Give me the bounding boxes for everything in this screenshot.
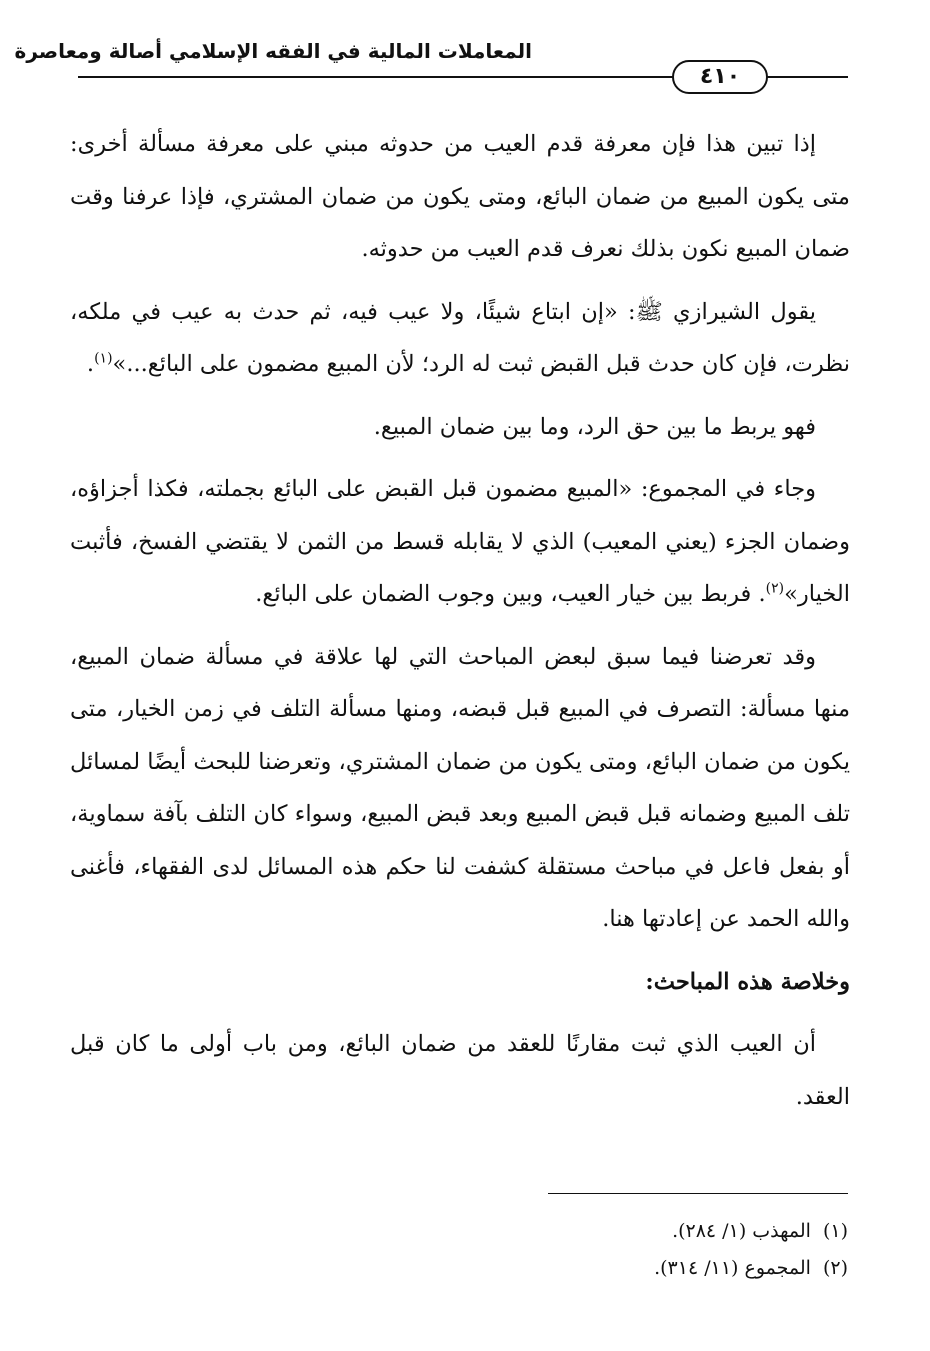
- paragraph-1: إذا تبين هذا فإن معرفة قدم العيب من حدوثه مبني على معرفة مسألة أخرى: متى يكون المبيع من ضمان البائع، ومتى يكون من ضمان المشتري، فإذا عرفنا وقت ضمان المبيع نكون بذلك نعرف قدم العيب من حدوثه.: [70, 131, 850, 262]
- paragraph-6: أن العيب الذي ثبت مقارنًا للعقد من ضمان البائع، ومن باب أولى ما كان قبل العقد.: [70, 1031, 850, 1110]
- paragraph-2-end: .: [86, 351, 95, 377]
- page-number: [672, 60, 768, 94]
- main-text: [70, 118, 850, 1133]
- paragraph-2: [70, 286, 850, 391]
- footnote-2-number: (٢): [822, 1257, 848, 1279]
- footnote-1-number: (١): [822, 1220, 848, 1242]
- footnote-ref-1: (١): [94, 350, 113, 367]
- footnote-2: [348, 1250, 848, 1287]
- paragraph-4-text: وجاء في المجموع: «المبيع مضمون قبل القبض على البائع بجملته، فكذا أجزاؤه، وضمان الجزء (يعني المعيب) الذي لا يقابله قسط من الثمن لا يقتضي الفسخ، فأثبت الخيار»: [70, 476, 850, 607]
- footnote-1-text: المهذب (١/ ٢٨٤).: [672, 1220, 811, 1242]
- paragraph-5: وقد تعرضنا فيما سبق لبعض المباحث التي لها علاقة في مسألة ضمان المبيع، منها مسألة: التصرف في المبيع قبل قبضه، ومنها مسألة التلف في زمن الخيار، متى يكون من ضمان البائع، ومتى يكون من ضمان المشتري، وتعرضنا للبحث أيضًا لمسائل تلف المبيع وضمانه قبل قبض المبيع وبعد قبض المبيع، وسواء كان التلف بآفة سماوية، أو بفعل فاعل في مباحث مستقلة كشفت لنا حكم هذه المسائل لدى الفقهاء، فأغنى والله الحمد عن إعادتها هنا.: [70, 643, 850, 932]
- page-number-label: ٤١٠: [699, 64, 741, 89]
- section-subheading: وخلاصة هذه المباحث:: [645, 968, 850, 995]
- footnote-separator: [548, 1193, 848, 1194]
- footnote-1: [348, 1213, 848, 1250]
- running-header-title: المعاملات المالية في الفقه الإسلامي أصالة ومعاصرة: [14, 39, 532, 63]
- paragraph-4: [70, 463, 850, 621]
- paragraph-2-text: يقول الشيرازي ﷺ: «إن ابتاع شيئًا، ولا عيب فيه، ثم حدث به عيب في ملكه، نظرت، فإن كان حدث قبل القبض ثبت له الرد؛ لأن المبيع مضمون على البائع...»: [70, 298, 850, 377]
- paragraph-3: فهو يربط ما بين حق الرد، وما بين ضمان المبيع.: [373, 413, 816, 440]
- footnote-ref-2: (٢): [765, 580, 785, 597]
- paragraph-4-end: . فربط بين خيار العيب، وبين وجوب الضمان على البائع.: [255, 581, 766, 607]
- footnote-2-text: المجموع (١١/ ٣١٤).: [654, 1257, 811, 1279]
- footnotes: [348, 1213, 848, 1287]
